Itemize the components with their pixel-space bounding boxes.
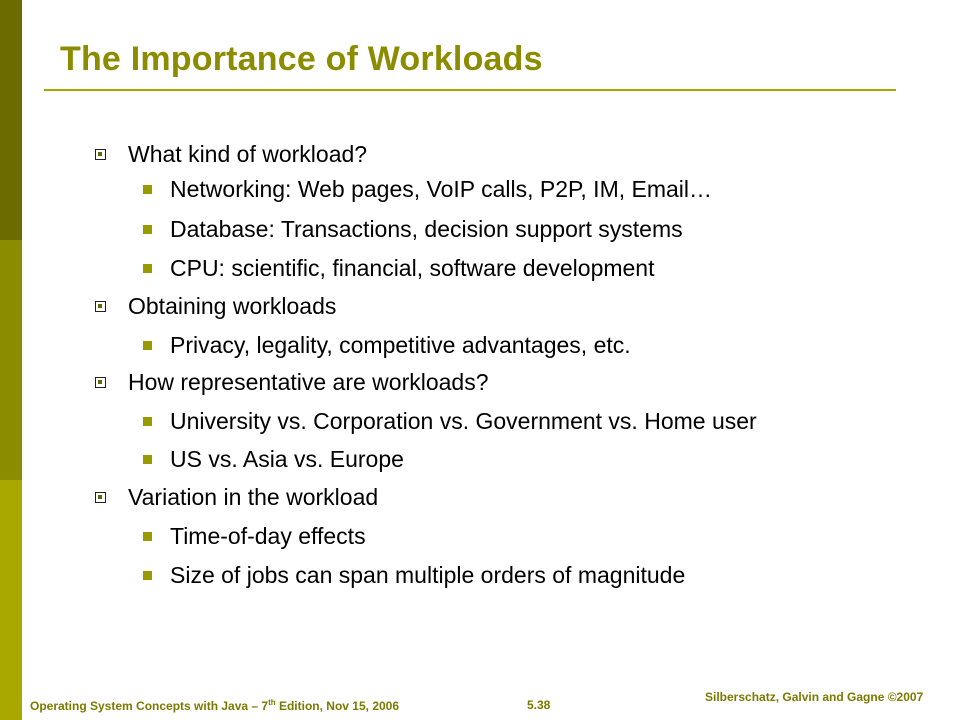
title-underline [44, 89, 896, 91]
footer-copyright: Silberschatz, Galvin and Gagne ©2007 [705, 690, 924, 704]
sub-bullet-item: Privacy, legality, competitive advantages, etc. [170, 332, 631, 358]
square-bullet-icon [143, 532, 152, 541]
sidebar-band-top [0, 0, 22, 240]
square-bullet-icon [143, 225, 152, 234]
sidebar-band-middle [0, 240, 22, 480]
footer-left-sup: th [268, 698, 276, 707]
bullet-item: What kind of workload? [128, 141, 368, 167]
hollow-square-bullet-icon [95, 301, 106, 312]
hollow-square-bullet-icon [95, 492, 106, 503]
sub-bullet-item: US vs. Asia vs. Europe [170, 446, 404, 472]
sub-bullet-item: University vs. Corporation vs. Government vs. Home user [170, 408, 757, 434]
sub-bullet-item: Time-of-day effects [170, 523, 366, 549]
sub-bullet-item: Size of jobs can span multiple orders of magnitude [170, 562, 686, 588]
hollow-square-bullet-icon [95, 377, 106, 388]
slide-title: The Importance of Workloads [60, 40, 543, 78]
footer-left-suffix: Edition, Nov 15, 2006 [275, 699, 400, 713]
footer-left-prefix: Operating System Concepts with Java – 7 [30, 699, 269, 713]
page-number: 5.38 [527, 698, 551, 712]
hollow-square-bullet-icon [95, 149, 106, 160]
square-bullet-icon [143, 455, 152, 464]
sidebar-band-bottom [0, 480, 22, 720]
bullet-item: Obtaining workloads [128, 293, 337, 319]
sub-bullet-item: Networking: Web pages, VoIP calls, P2P, IM, Email… [170, 176, 713, 202]
sidebar-decoration [0, 0, 22, 720]
sub-bullet-item: Database: Transactions, decision support systems [170, 216, 683, 242]
footer-course-info [30, 698, 399, 713]
bullet-item: How representative are workloads? [128, 369, 489, 395]
square-bullet-icon [143, 185, 152, 194]
square-bullet-icon [143, 341, 152, 350]
bullet-item: Variation in the workload [128, 484, 379, 510]
square-bullet-icon [143, 417, 152, 426]
sub-bullet-item: CPU: scientific, financial, software development [170, 255, 655, 281]
square-bullet-icon [143, 571, 152, 580]
square-bullet-icon [143, 264, 152, 273]
